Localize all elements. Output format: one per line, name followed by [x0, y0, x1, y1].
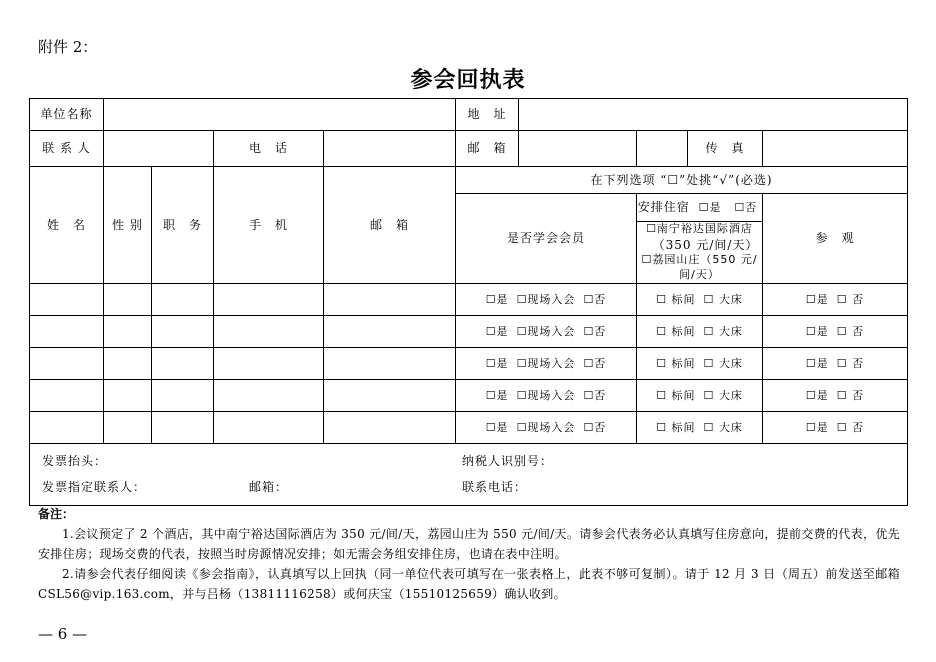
- attendee-position[interactable]: [152, 283, 214, 315]
- attendee-position[interactable]: [152, 315, 214, 347]
- room-standard-checkbox[interactable]: ☐ 标间: [656, 356, 696, 370]
- visit-header: 参 观: [763, 194, 908, 284]
- attendee-row: [30, 347, 908, 379]
- attendee-mobile[interactable]: [214, 379, 324, 411]
- fax-field[interactable]: [763, 131, 908, 167]
- attendee-row: [30, 283, 908, 315]
- contact-field[interactable]: [104, 131, 214, 167]
- attendee-email[interactable]: [324, 347, 456, 379]
- unit-name-label: 单位名称: [30, 99, 104, 131]
- member-no-checkbox[interactable]: ☐否: [583, 356, 607, 370]
- registration-form-table: [29, 98, 908, 506]
- attendee-mobile[interactable]: [214, 315, 324, 347]
- invoice-phone-label: 联系电话：: [462, 480, 528, 495]
- hotel-yuda-checkbox[interactable]: ☐南宁裕达国际酒店: [646, 222, 753, 235]
- attendee-email[interactable]: [324, 315, 456, 347]
- address-field[interactable]: [519, 99, 907, 130]
- attendee-row: [30, 379, 908, 411]
- invoice-email-label: 邮箱：: [249, 480, 289, 495]
- hotel-options: [637, 222, 763, 284]
- room-standard-checkbox[interactable]: ☐ 标间: [656, 292, 696, 306]
- room-bigbed-checkbox[interactable]: ☐ 大床: [703, 388, 743, 402]
- attachment-label: 附件 2：: [38, 38, 98, 56]
- address-label: 地 址: [456, 99, 519, 130]
- page-number: — 6 —: [38, 625, 88, 643]
- note-2: 2.请参会代表仔细阅读《参会指南》，认真填写以上回执（同一单位代表可填写在一张表格上，此表不够可复制）。请于 12 月 3 日（周五）前发送至邮箱 CSL56@vip.163.com，并与吕杨（13811116258）或何庆宝（15510125659）确认收到。: [38, 567, 900, 601]
- member-no-checkbox[interactable]: ☐否: [583, 324, 607, 338]
- gender-header: 性 别: [104, 167, 152, 284]
- accommodation-header: [637, 194, 763, 222]
- attendee-mobile[interactable]: [214, 347, 324, 379]
- member-yes-checkbox[interactable]: ☐是: [485, 324, 509, 338]
- name-header: 姓 名: [30, 167, 104, 284]
- member-onsite-checkbox[interactable]: ☐现场入会: [516, 388, 576, 402]
- visit-yes-checkbox[interactable]: ☐是: [805, 324, 829, 338]
- room-bigbed-checkbox[interactable]: ☐ 大床: [703, 324, 743, 338]
- attendee-gender[interactable]: [104, 315, 152, 347]
- attendee-gender[interactable]: [104, 283, 152, 315]
- visit-no-checkbox[interactable]: ☐ 否: [836, 388, 865, 402]
- note-1: 1.会议预定了 2 个酒店，其中南宁裕达国际酒店为 350 元/间/天，荔园山庄为 550 元/间/天。请参会代表务必认真填写住房意向，提前交费的代表，优先安排住房；现场交费的代表，按照当时房源情况安排；如无需会务组安排住房，也请在表中注明。: [38, 527, 900, 561]
- invoice-section: [30, 443, 908, 505]
- visit-no-checkbox[interactable]: ☐ 否: [836, 324, 865, 338]
- attendee-gender[interactable]: [104, 379, 152, 411]
- visit-yes-checkbox[interactable]: ☐是: [805, 420, 829, 434]
- accommodation-yes-checkbox[interactable]: ☐是: [698, 201, 722, 215]
- accommodation-no-checkbox[interactable]: ☐否: [734, 201, 758, 215]
- member-onsite-checkbox[interactable]: ☐现场入会: [516, 292, 576, 306]
- visit-no-checkbox[interactable]: ☐ 否: [836, 420, 865, 434]
- attendee-email[interactable]: [324, 411, 456, 443]
- postcode-field-ext[interactable]: [637, 131, 688, 166]
- accommodation-label: 安排住宿: [637, 200, 690, 215]
- visit-no-checkbox[interactable]: ☐ 否: [836, 292, 865, 306]
- hotel-yuda-price: （350 元/间/天）: [652, 237, 759, 252]
- attendee-gender[interactable]: [104, 411, 152, 443]
- fax-label: 传 真: [705, 141, 745, 156]
- visit-no-checkbox[interactable]: ☐ 否: [836, 356, 865, 370]
- member-no-checkbox[interactable]: ☐否: [583, 388, 607, 402]
- attendee-name[interactable]: [30, 283, 104, 315]
- room-bigbed-checkbox[interactable]: ☐ 大床: [703, 356, 743, 370]
- member-no-checkbox[interactable]: ☐否: [583, 420, 607, 434]
- attendee-position[interactable]: [152, 411, 214, 443]
- member-question-header: 是否学会会员: [456, 194, 637, 284]
- room-standard-checkbox[interactable]: ☐ 标间: [656, 388, 696, 402]
- attendee-position[interactable]: [152, 379, 214, 411]
- hotel-liyuan-checkbox[interactable]: ☐荔园山庄（550 元/间/天）: [641, 253, 758, 281]
- attendee-mobile[interactable]: [214, 411, 324, 443]
- taxpayer-id-label: 纳税人识别号：: [462, 454, 554, 469]
- visit-yes-checkbox[interactable]: ☐是: [805, 356, 829, 370]
- notes-section: [38, 504, 900, 604]
- unit-name-field[interactable]: [104, 99, 456, 131]
- member-yes-checkbox[interactable]: ☐是: [485, 388, 509, 402]
- member-yes-checkbox[interactable]: ☐是: [485, 356, 509, 370]
- room-standard-checkbox[interactable]: ☐ 标间: [656, 324, 696, 338]
- member-yes-checkbox[interactable]: ☐是: [485, 292, 509, 306]
- attendee-position[interactable]: [152, 347, 214, 379]
- attendee-mobile[interactable]: [214, 283, 324, 315]
- postcode-field[interactable]: [519, 131, 636, 166]
- contact-label: 联 系 人: [30, 131, 104, 167]
- room-bigbed-checkbox[interactable]: ☐ 大床: [703, 420, 743, 434]
- invoice-contact-label: 发票指定联系人：: [42, 480, 147, 495]
- visit-yes-checkbox[interactable]: ☐是: [805, 388, 829, 402]
- postcode-label: 邮 箱: [456, 131, 519, 166]
- room-standard-checkbox[interactable]: ☐ 标间: [656, 420, 696, 434]
- mobile-header: 手 机: [214, 167, 324, 284]
- attendee-name[interactable]: [30, 315, 104, 347]
- phone-field[interactable]: [324, 131, 456, 167]
- room-bigbed-checkbox[interactable]: ☐ 大床: [703, 292, 743, 306]
- attendee-row: [30, 315, 908, 347]
- member-onsite-checkbox[interactable]: ☐现场入会: [516, 356, 576, 370]
- notes-header: 备注：: [38, 507, 75, 521]
- attendee-name[interactable]: [30, 379, 104, 411]
- member-yes-checkbox[interactable]: ☐是: [485, 420, 509, 434]
- position-header: 职 务: [152, 167, 214, 284]
- visit-yes-checkbox[interactable]: ☐是: [805, 292, 829, 306]
- invoice-title-label: 发票抬头：: [42, 454, 108, 469]
- member-no-checkbox[interactable]: ☐否: [583, 292, 607, 306]
- attendee-email[interactable]: [324, 379, 456, 411]
- attendee-gender[interactable]: [104, 347, 152, 379]
- instruction-text: 在下列选项 “☐”处挑“√”(必选): [456, 167, 908, 194]
- attendee-name[interactable]: [30, 411, 104, 443]
- attendee-name[interactable]: [30, 347, 104, 379]
- phone-label: 电 话: [214, 131, 324, 167]
- member-onsite-checkbox[interactable]: ☐现场入会: [516, 324, 576, 338]
- attendee-row: [30, 411, 908, 443]
- email-header: 邮 箱: [324, 167, 456, 284]
- member-onsite-checkbox[interactable]: ☐现场入会: [516, 420, 576, 434]
- attendee-email[interactable]: [324, 283, 456, 315]
- form-title: 参会回执表: [410, 67, 526, 93]
